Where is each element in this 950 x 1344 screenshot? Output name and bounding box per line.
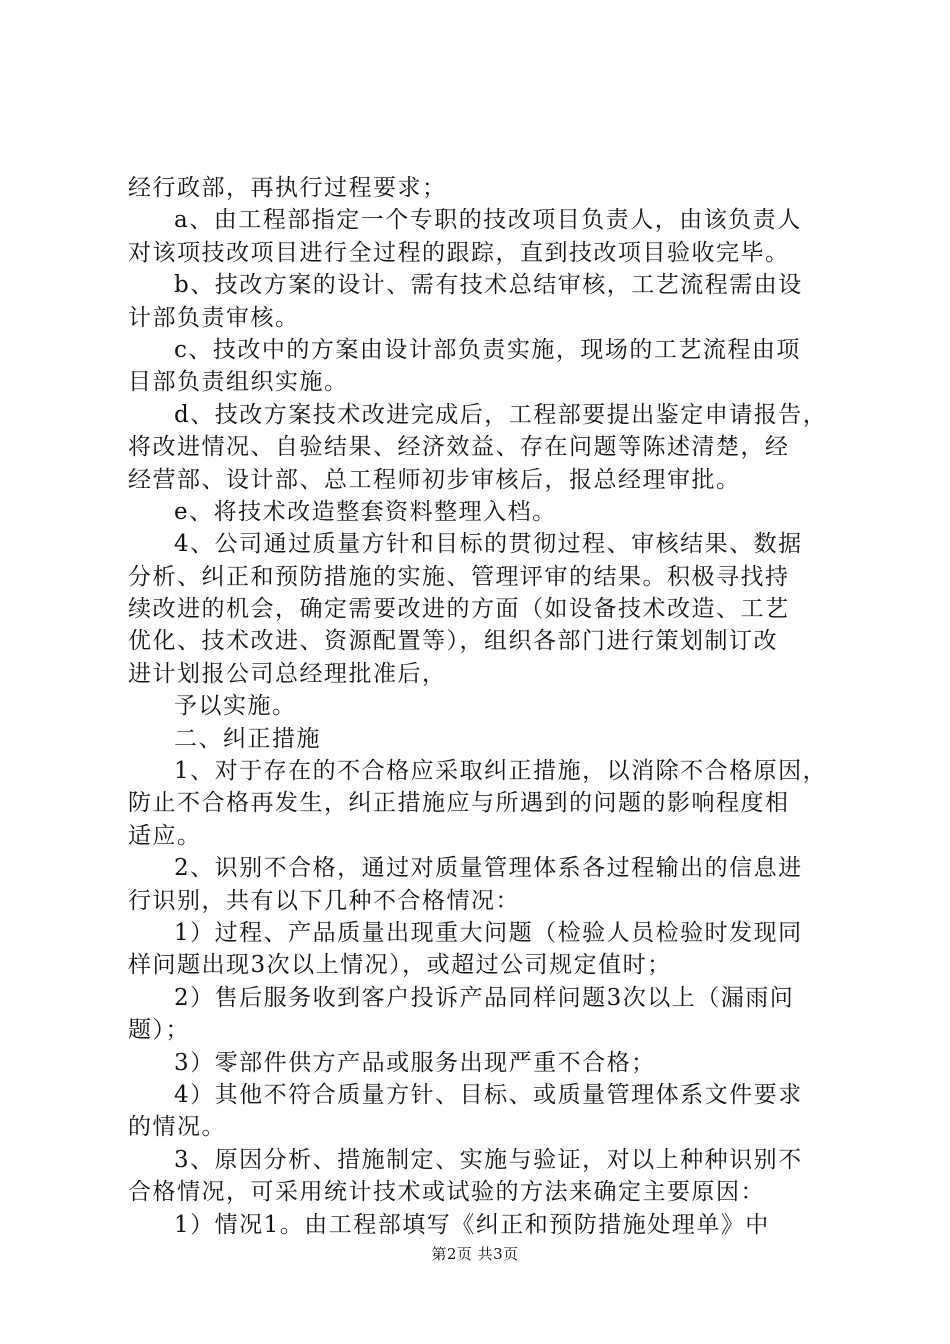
text-line: d、技改方案技术改进完成后，工程部要提出鉴定申请报告， [174, 401, 828, 428]
text-line: 题）； [128, 1017, 190, 1044]
text-line: 将改进情况、自验结果、经济效益、存在问题等陈述清楚，经 [128, 434, 790, 461]
text-line: a、由工程部指定一个专职的技改项目负责人，由该负责人 [174, 207, 802, 234]
text-line: 3、原因分析、措施制定、实施与验证，对以上种种识别不 [174, 1146, 803, 1173]
text-line: 4、公司通过质量方针和目标的贯彻过程、审核结果、数据 [174, 531, 803, 558]
text-line: 合格情况，可采用统计技术或试验的方法来确定主要原因： [128, 1179, 765, 1206]
text-line: 进计划报公司总经理批准后， [128, 660, 447, 687]
document-body [128, 172, 828, 1241]
text-line: e、将技术改造整套资料整理入档。 [174, 498, 557, 525]
text-line: c、技改中的方案由设计部负责实施，现场的工艺流程由项 [174, 336, 801, 363]
text-line: 的情况。 [128, 1114, 226, 1141]
text-line: 分析、纠正和预防措施的实施、管理评审的结果。积极寻找持 [128, 563, 790, 590]
text-line: 适应。 [128, 822, 202, 849]
text-line: 二、纠正措施 [174, 725, 321, 752]
text-line: 行识别，共有以下几种不合格情况： [128, 887, 520, 914]
text-line: 经营部、设计部、总工程师初步审核后，报总经理审批。 [128, 466, 741, 493]
text-line: 目部负责组织实施。 [128, 369, 349, 396]
text-line: b、技改方案的设计、需有技术总结审核，工艺流程需由设 [174, 272, 803, 299]
text-line: 样问题出现3次以上情况），或超过公司规定值时； [128, 952, 672, 979]
text-line: 对该项技改项目进行全过程的跟踪，直到技改项目验收完毕。 [128, 239, 790, 266]
page-footer: 第2页 共3页 [431, 1245, 519, 1263]
text-line: 4）其他不符合质量方针、目标、或质量管理体系文件要求 [174, 1081, 803, 1108]
text-line: 防止不合格再发生，纠正措施应与所遇到的问题的影响程度相 [128, 790, 790, 817]
text-line: 2）售后服务收到客户投诉产品同样问题3次以上（漏雨问 [174, 984, 795, 1011]
text-line: 1）情况1。由工程部填写《纠正和预防措施处理单》中 [174, 1211, 770, 1238]
text-line: 予以实施。 [174, 693, 297, 720]
text-line: 2、识别不合格，通过对质量管理体系各过程输出的信息进 [174, 855, 803, 882]
text-line: 3）零部件供方产品或服务出现严重不合格； [174, 1049, 656, 1076]
text-line: 计部负责审核。 [128, 304, 300, 331]
text-line: 1）过程、产品质量出现重大问题（检验人员检验时发现同 [174, 919, 803, 946]
text-line: 1、对于存在的不合格应采取纠正措施，以消除不合格原因， [174, 758, 828, 785]
text-line: 经行政部，再执行过程要求； [128, 175, 447, 201]
text-line: 优化、技术改进、资源配置等），组织各部门进行策划制订改 [128, 628, 778, 655]
text-line: 续改进的机会，确定需要改进的方面（如设备技术改造、工艺 [128, 596, 790, 623]
